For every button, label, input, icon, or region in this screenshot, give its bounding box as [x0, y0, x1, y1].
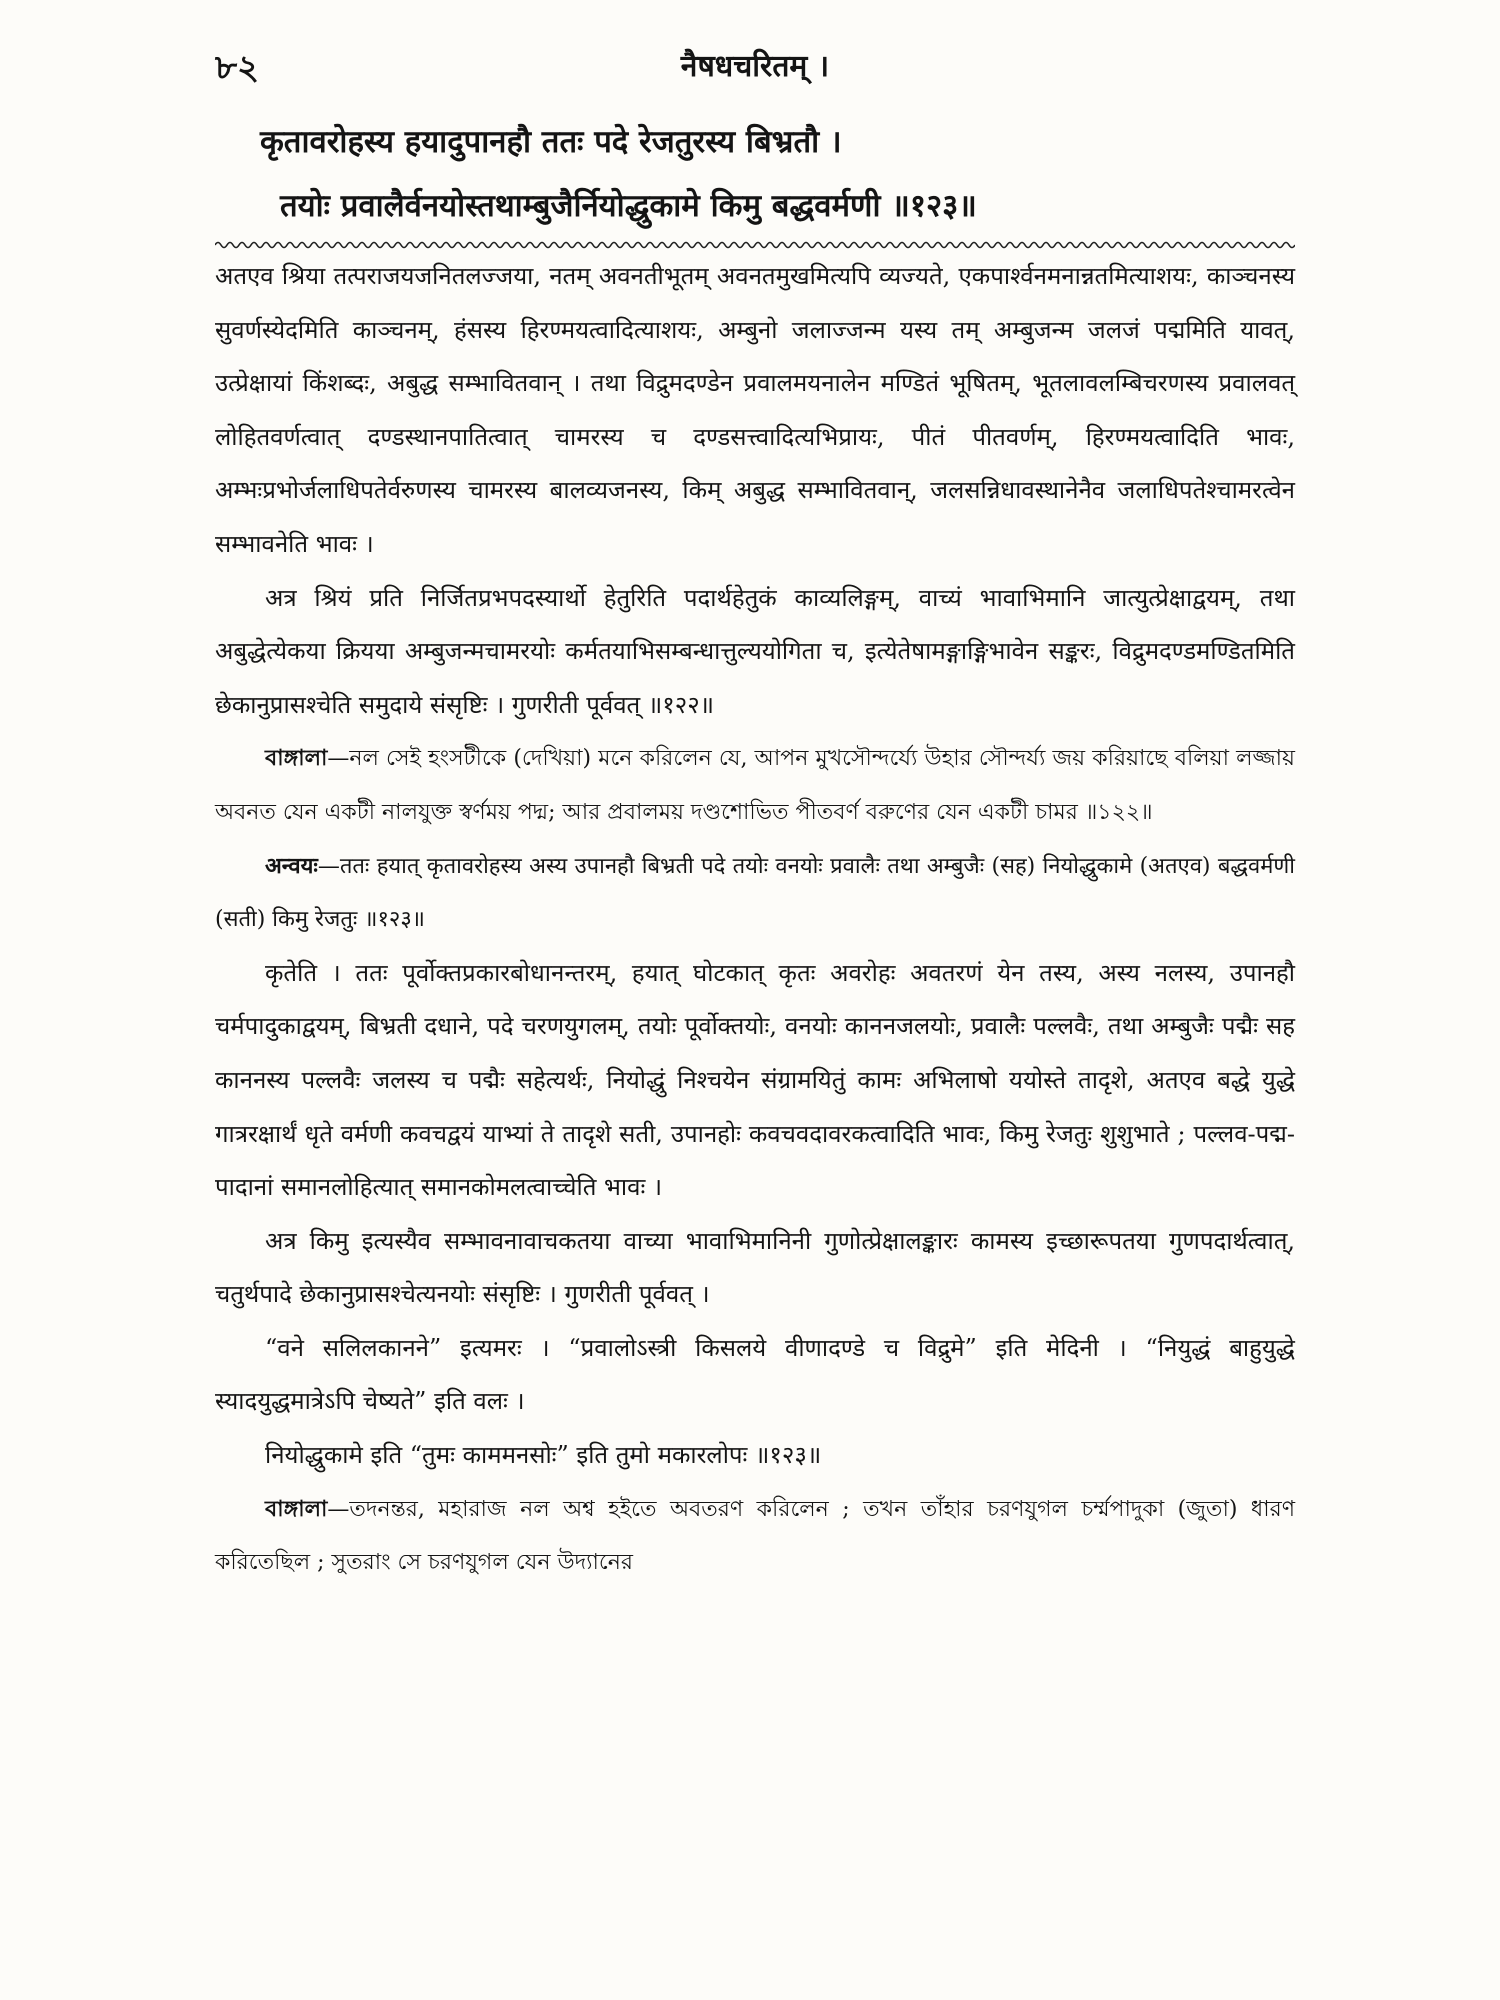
- commentary-paragraph-1: कृतेति । ततः पूर्वोक्तप्रकारबोधानन्तरम्, हयात् घोटकात् कृतः अवरोहः अवतरणं येन तस्य, अस्य नलस्य, उपानहौ चर्मपादुकाद्वयम्, बिभ्रती दधाने, पदे चरणयुगलम्, तयोः पूर्वोक्तयोः, वनयोः काननजलयोः, प्रवालैः पल्लवैः, तथा अम्बुजैः पद्मैः सह काननस्य पल्लवैः जलस्य च पद्मैः सहेत्यर्थः, नियोद्धुं निश्चयेन संग्रामयितुं कामः अभिलाषो ययोस्ते तादृशे, अतएव बद्धे युद्धे गात्ररक्षार्थं धृते वर्मणी कवचद्वयं याभ्यां ते तादृशे सती, उपानहोः कवचवदावरकत्वादिति भावः, किमु रेजतुः शुशुभाते ; पल्लव-पद्म-पादानां समानलोहित्यात् समानकोमलत्वाच्चेति भावः ।: [215, 958, 1295, 1202]
- commentary-paragraph-continued: अतएव श्रिया तत्पराजयजनितलज्जया, नतम् अवनतीभूतम् अवनतमुखमित्यपि व्यज्यते, एकपार्श्वनमनान्नतमित्याशयः, काञ्चनस्य सुवर्णस्येदमिति काञ्चनम्, हंसस्य हिरण्मयत्वादित्याशयः, अम्बुनो जलाज्जन्म यस्य तम् अम्बुजन्म जलजं पद्ममिति यावत्, उत्प्रेक्षायां किंशब्दः, अबुद्ध सम्भावितवान् । तथा विद्रुमदण्डेन प्रवालमयनालेन मण्डितं भूषितम्, भूतलावलम्बिचरणस्य प्रवालवत् लोहितवर्णत्वात् दण्डस्थानपातित्वात् चामरस्य च दण्डसत्त्वादित्यभिप्रायः, पीतं पीतवर्णम्, हिरण्मयत्वादिति भावः, अम्भःप्रभोर्जलाधिपतेर्वरुणस्य चामरस्य बालव्यजनस्य, किम् अबुद्ध सम्भावितवान्, जलसन्निधावस्थानेनैव जलाधिपतेश्चामरत्वेन सम्भावनेति भावः ।: [215, 262, 1295, 558]
- running-title: नैषधचरितम् ।: [680, 49, 830, 84]
- anvaya-text: —ततः हयात् कृतावरोहस्य अस्य उपानहौ बिभ्रती पदे तयोः वनयोः प्रवालैः तथा अम्बुजैः (सह) नियोद्धुकामे (अतएव) बद्धवर्मणी (सती) किमु रेजतुः ॥१२३॥: [215, 853, 1295, 933]
- bangla-translation-prev: [215, 732, 1295, 839]
- alankara-paragraph: अत्र किमु इत्यस्यैव सम्भावनावाचकतया वाच्या भावाभिमानिनी गुणोत्प्रेक्षालङ्कारः कामस्य इच्छारूपतया गुणपदार्थत्वात्, चतुर्थपादे छेकानुप्रासश्चेत्यनयोः संसृष्टिः । गुणरीती पूर्ववत् ।: [215, 1226, 1295, 1309]
- verse-line-1: कृतावरोहस्य हयादुपानहौ ततः पदे रेजतुरस्य बिभ्रतौ ।: [260, 124, 842, 160]
- bangla-text: —নল সেই হংসটীকে (দেখিয়া) মনে করিলেন যে, আপন মুখসৌন্দর্য্যে উহার সৌন্দর্য্য জয় করিয়াছে বলিয়া লজ্জায় অবনত যেন একটী নালযুক্ত স্বর্ণময় পদ্ম; আর প্রবালময় দণ্ডশোভিত পীতবর্ণ বরুণের যেন একটী চামর ॥১২২॥: [215, 746, 1295, 825]
- verse-block: [260, 110, 1300, 238]
- alankara-paragraph-prev: अत्र श्रियं प्रति निर्जितप्रभपदस्यार्थो हेतुरिति पदार्थहेतुकं काव्यलिङ्गम्, वाच्यं भावाभिमानि जात्युत्प्रेक्षाद्वयम्, तथा अबुद्धेत्येकया क्रियया अम्बुजन्मचामरयोः कर्मतयाभिसम्बन्धात्तुल्ययोगिता च, इत्येतेषामङ्गाङ्गिभावेन सङ्करः, विद्रुमदण्डमण्डितमिति छेकानुप्रासश्चेति समुदाये संसृष्टिः । गुणरीती पूर्ववत् ॥१२२॥: [215, 583, 1295, 719]
- bangla-translation: [215, 1483, 1295, 1590]
- lexicon-citations: “वने सलिलकानने” इत्यमरः । “प्रवालोऽस्त्री किसलये वीणादण्डे च विद्रुमे” इति मेदिनी । “नियुद्धं बाहुयुद्धे स्यादयुद्धमात्रेऽपि चेष्यते” इति वलः ।: [215, 1333, 1295, 1416]
- page-number: ৮২: [215, 48, 260, 88]
- anvaya-label: अन्वयः: [265, 852, 318, 879]
- bangla-label: বাঙ্গালা: [265, 1495, 328, 1522]
- commentary-body: [215, 250, 1295, 1590]
- grammar-note: नियोद्धुकामे इति “तुमः काममनसोः” इति तुमो मकारलोपः ॥१२३॥: [265, 1441, 822, 1470]
- anvaya-paragraph: [215, 840, 1295, 947]
- bangla-text: —তদনন্তর, মহারাজ নল অশ্ব হইতে অবতরণ করিলেন ; তখন তাঁহার চরণযুগল চর্ম্মপাদুকা (জুতা) ধারণ করিতেছিল ; সুতরাং সে চরণযুগল যেন উদ্যানের: [215, 1496, 1295, 1576]
- verse-line-2: तयोः प्रवालैर्वनयोस्तथाम्बुजैर्नियोद्धुकामे किमु बद्धवर्मणी ॥१२३॥: [280, 188, 977, 224]
- page-header: [215, 42, 1295, 102]
- bangla-label: বাঙ্গালা: [265, 745, 328, 772]
